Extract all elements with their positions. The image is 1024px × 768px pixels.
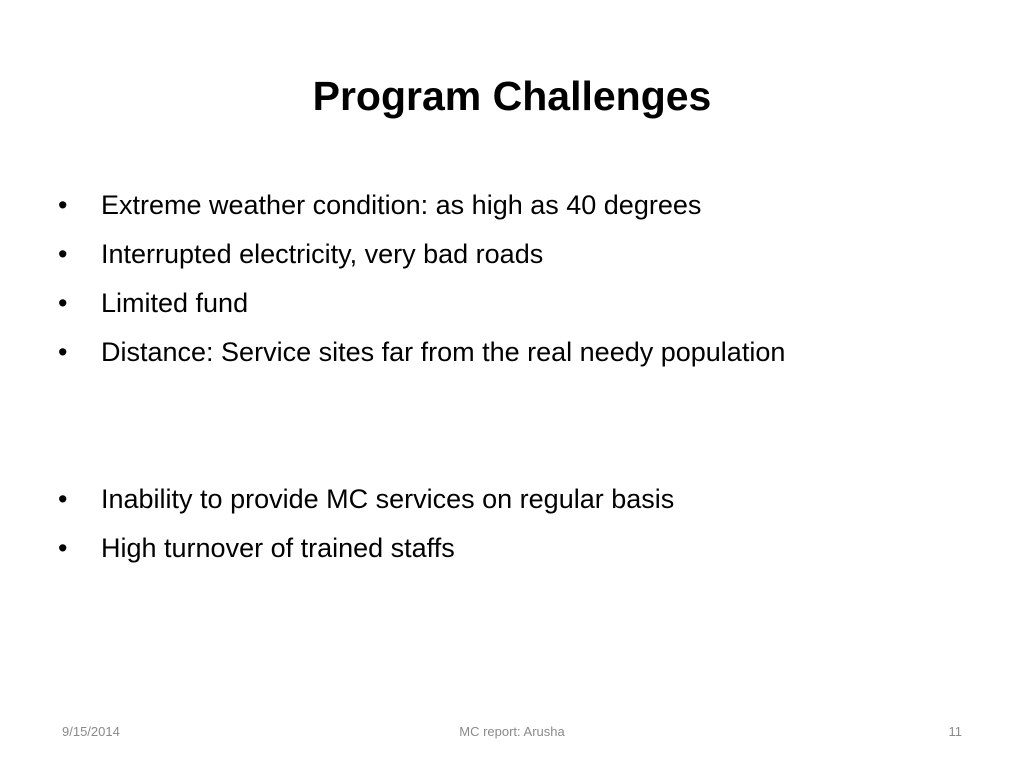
bullet-dot-icon: • [58, 190, 68, 220]
footer-date: 9/15/2014 [62, 724, 120, 739]
bullet-item [58, 230, 978, 279]
bullet-dot-icon: • [58, 533, 68, 563]
bullet-text: Distance: Service sites far from the real needy population [101, 337, 786, 367]
bullet-item [58, 279, 978, 328]
bullet-spacer [58, 377, 978, 475]
bullet-text: Interrupted electricity, very bad roads [101, 239, 544, 269]
bullet-item [58, 475, 978, 524]
slide-title: Program Challenges [312, 73, 712, 119]
bullet-item [58, 181, 978, 230]
bullet-item [58, 524, 978, 573]
bullet-text: Extreme weather condition: as high as 40 degrees [101, 190, 702, 220]
bullet-dot-icon: • [58, 337, 68, 367]
bullet-item [58, 328, 978, 377]
footer-caption: MC report: Arusha [459, 724, 565, 739]
bullet-text: Inability to provide MC services on regular basis [101, 484, 675, 514]
bullet-text: High turnover of trained staffs [101, 533, 455, 563]
footer-page-number: 11 [948, 724, 962, 739]
bullet-text: Limited fund [101, 288, 249, 318]
bullet-dot-icon: • [58, 484, 68, 514]
bullet-dot-icon: • [58, 239, 68, 269]
bullet-dot-icon: • [58, 288, 68, 318]
bullet-list [58, 181, 978, 573]
